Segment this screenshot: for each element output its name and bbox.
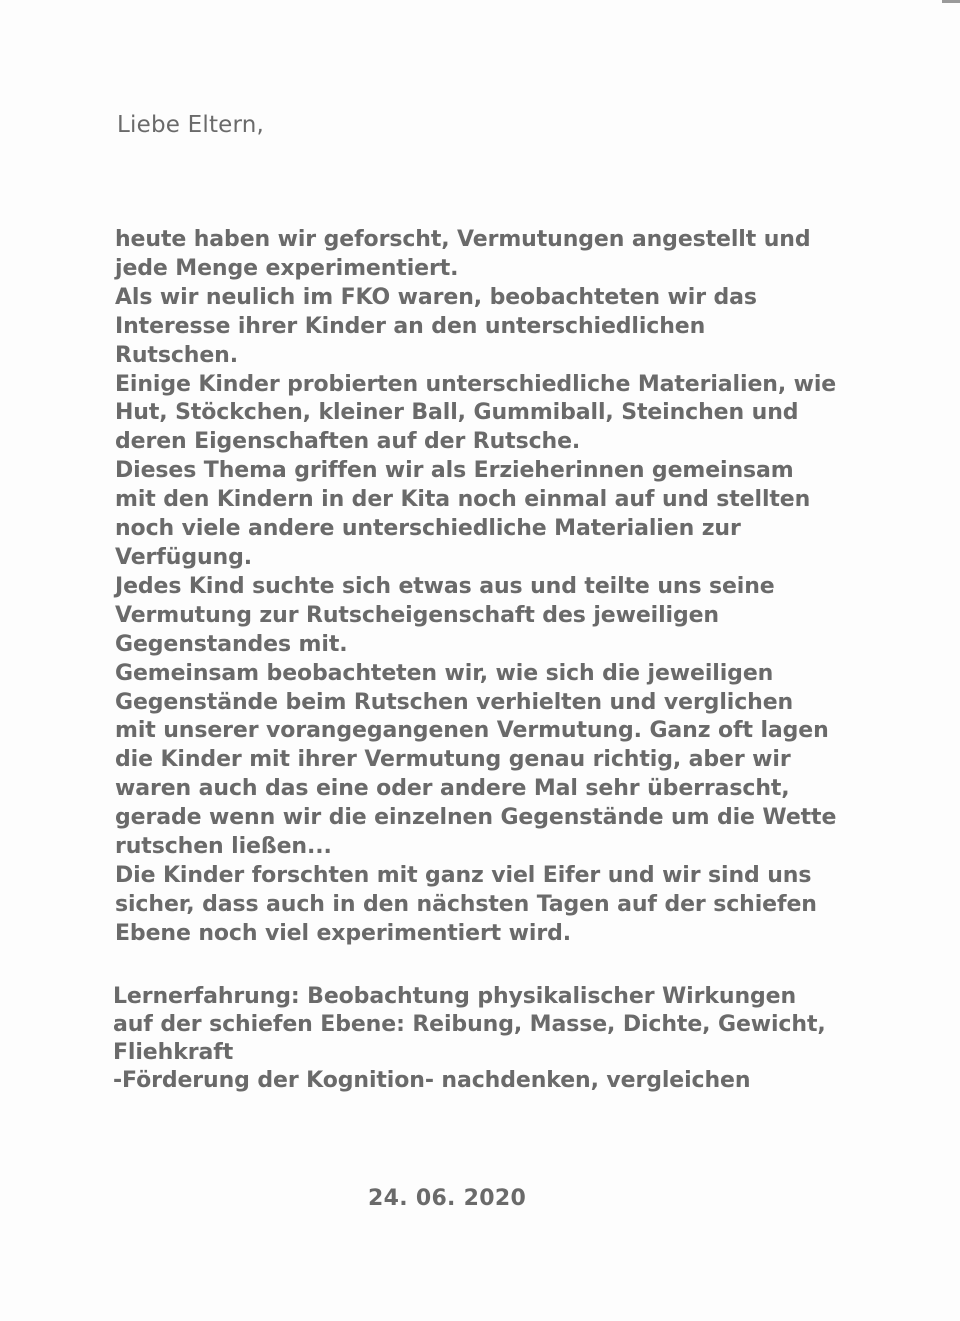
- body-line: Verfügung.: [115, 544, 253, 570]
- learning-line: Fliehkraft: [113, 1040, 234, 1065]
- body-line: rutschen ließen...: [115, 834, 332, 860]
- body-line: heute haben wir geforscht, Vermutungen angestellt und: [115, 227, 811, 252]
- learning-outcome: [113, 983, 833, 1095]
- body-line: Gegenstände beim Rutschen verhielten und verglichen: [115, 689, 794, 715]
- scan-edge-mark: [942, 0, 960, 3]
- body-line: Gemeinsam beobachteten wir, wie sich die jeweiligen: [115, 660, 774, 686]
- learning-line: -Förderung der Kognition- nachdenken, vergleichen: [113, 1068, 751, 1093]
- body-line: deren Eigenschaften auf der Rutsche.: [115, 429, 581, 455]
- body-line: mit unserer vorangegangenen Vermutung. Ganz oft lagen: [115, 718, 829, 744]
- letter-date: 24. 06. 2020: [368, 1186, 527, 1211]
- body-line: Als wir neulich im FKO waren, beobachteten wir das: [115, 284, 757, 310]
- body-line: Einige Kinder probierten unterschiedliche Materialien, wie: [115, 371, 837, 397]
- body-line: Interesse ihrer Kinder an den unterschiedlichen: [115, 313, 706, 339]
- body-line: noch viele andere unterschiedliche Materialien zur: [115, 516, 741, 542]
- body-line: waren auch das eine oder andere Mal sehr überrascht,: [115, 776, 790, 802]
- body-line: gerade wenn wir die einzelnen Gegenstände um die Wette: [115, 805, 837, 831]
- body-line: Hut, Stöckchen, kleiner Ball, Gummiball, Steinchen und: [115, 400, 799, 426]
- learning-line: auf der schiefen Ebene: Reibung, Masse, Dichte, Gewicht,: [113, 1012, 826, 1037]
- body-line: die Kinder mit ihrer Vermutung genau richtig, aber wir: [115, 747, 791, 773]
- letter-body: [115, 226, 835, 949]
- body-line: Vermutung zur Rutscheigenschaft des jeweiligen: [115, 602, 719, 628]
- greeting: Liebe Eltern,: [117, 112, 265, 138]
- body-line: Die Kinder forschten mit ganz viel Eifer und wir sind uns: [115, 862, 812, 888]
- body-line: sicher, dass auch in den nächsten Tagen auf der schiefen: [115, 891, 817, 917]
- body-line: Jedes Kind suchte sich etwas aus und teilte uns seine: [115, 573, 775, 599]
- body-line: jede Menge experimentiert.: [115, 255, 459, 281]
- body-line: Rutschen.: [115, 342, 238, 368]
- body-line: Dieses Thema griffen wir als Erzieherinnen gemeinsam: [115, 458, 794, 484]
- body-line: mit den Kindern in der Kita noch einmal auf und stellten: [115, 487, 811, 513]
- body-line: Gegenstandes mit.: [115, 631, 348, 657]
- body-line: Ebene noch viel experimentiert wird.: [115, 920, 571, 946]
- learning-line: Lernerfahrung: Beobachtung physikalischer Wirkungen: [113, 984, 797, 1009]
